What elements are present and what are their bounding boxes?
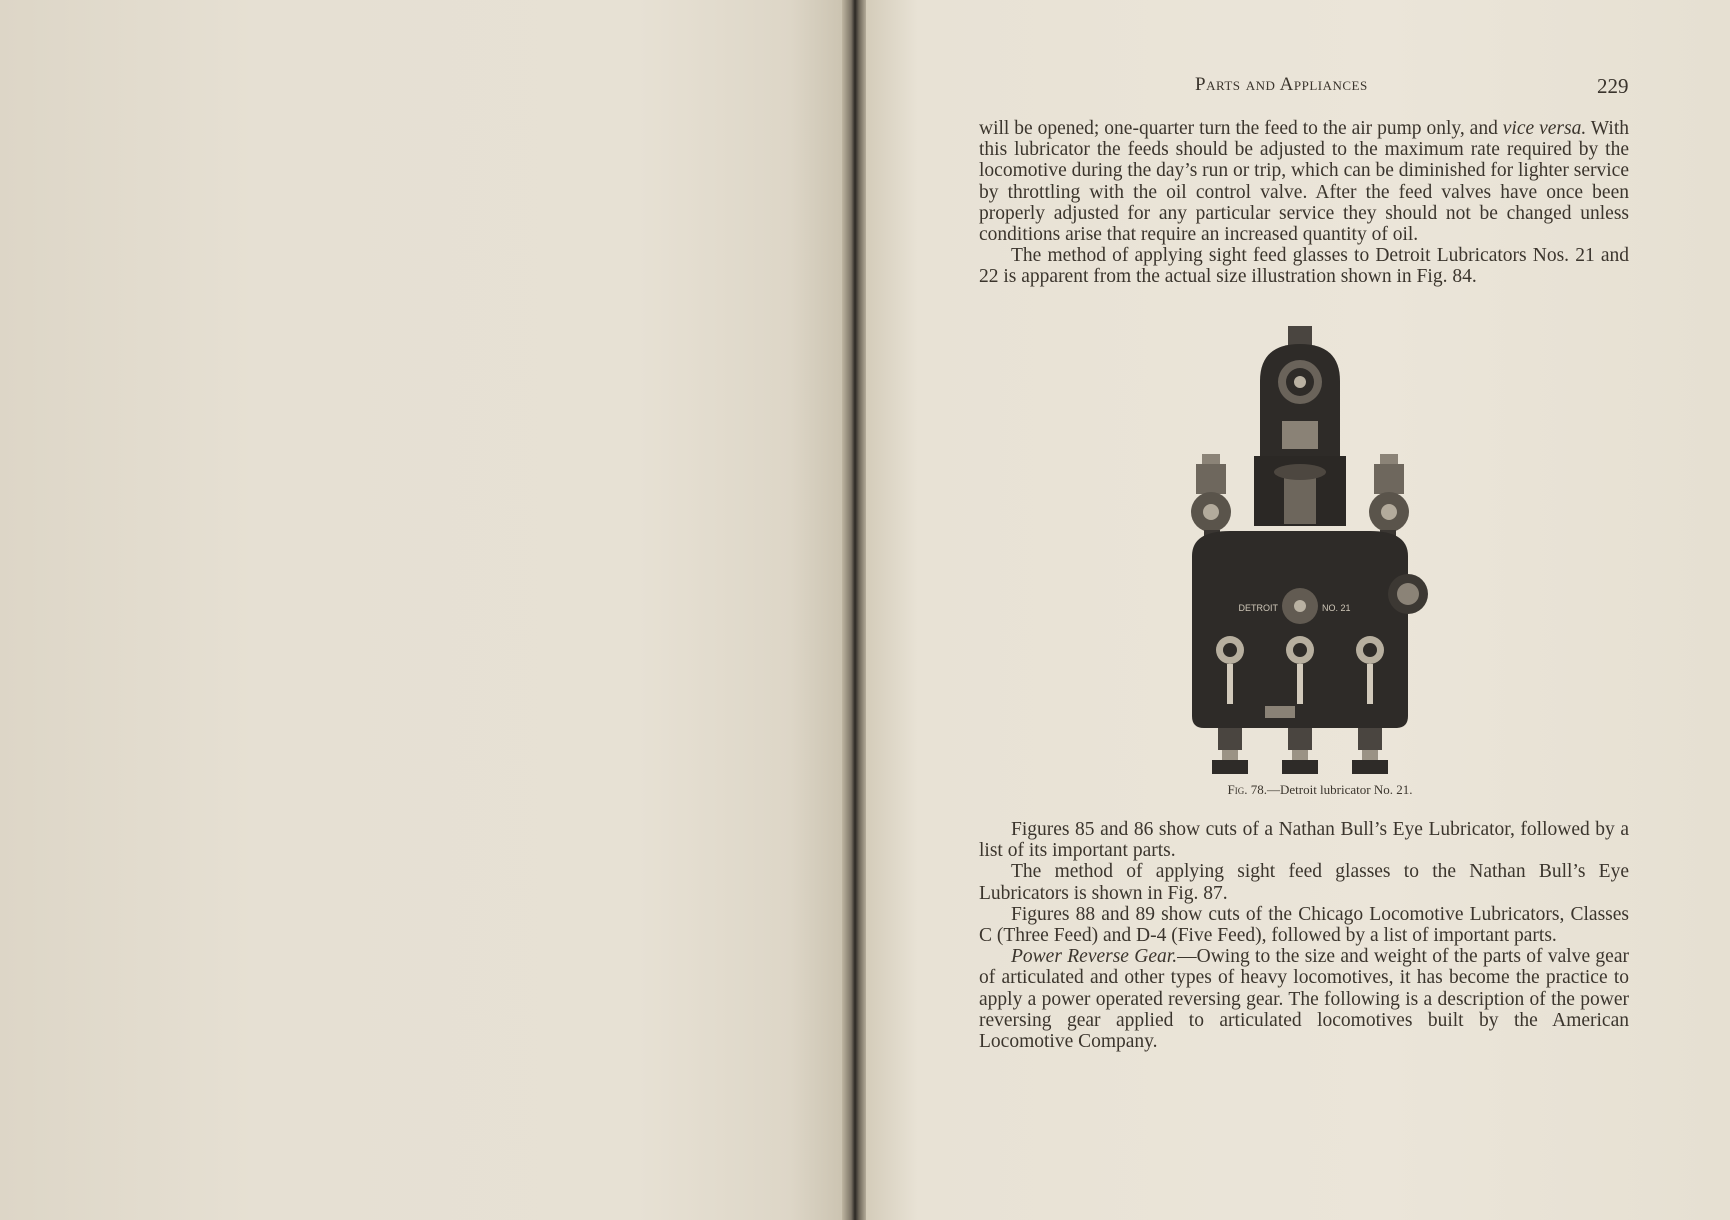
section-heading-power-reverse-gear: Power Reverse Gear. [1011, 946, 1178, 968]
paragraph-1-b: With this lubricator the feeds should be adjusted to the maximum rate required by the locomotive during the day’s run or trip, which can be diminished for lighter service by throttling with the oil control valve. After the feed valves have once been properly adjusted for any particular service they should not be changed unless conditions arise that require an increased quantity of oil. [979, 118, 1630, 246]
body-label-right: NO. 21 [1322, 603, 1351, 613]
paragraph-2: The method of applying sight feed glasses to Detroit Lubricators Nos. 21 and 22 is apparent from the actual size illustration shown in Fig. 84. [979, 245, 1629, 288]
page-number: 229 [1597, 74, 1629, 98]
figure-caption-text: —Detroit lubricator No. 21. [1266, 782, 1413, 797]
lubricator-illustration [1170, 326, 1430, 780]
paragraph-6 [979, 946, 1629, 1052]
paragraph-6-text: —Owing to the size and weight of the parts of valve gear of articulated and other types of heavy locomotives, it has become the practice to apply a power operated reversing gear. The following is a description of the power reversing gear applied to articulated locomotives built by the American Locomotive Company. [979, 946, 1629, 1053]
paragraph-1-italic: vice versa. [1502, 118, 1587, 139]
paragraph-4: The method of applying sight feed glasses to the Nathan Bull’s Eye Lubricators is shown in Fig. 87. [979, 861, 1629, 904]
paragraph-1-a: will be opened; one-quarter turn the feed to the air pump only, and [979, 118, 1503, 139]
book-gutter [842, 0, 868, 1220]
body-label-left: DETROIT [1238, 603, 1278, 613]
paragraph-3: Figures 85 and 86 show cuts of a Nathan Bull’s Eye Lubricator, followed by a list of its important parts. [979, 819, 1629, 862]
running-title: Parts and Appliances [1195, 74, 1368, 95]
paragraph-5: Figures 88 and 89 show cuts of the Chicago Locomotive Lubricators, Classes C (Three Feed) and D-4 (Five Feed), followed by a list of important parts. [979, 903, 1629, 947]
figure-caption-label: Fig. 78. [1227, 782, 1267, 797]
paragraph-1 [979, 118, 1629, 245]
text-block-bottom [979, 819, 1629, 1052]
text-block-top [979, 118, 1629, 288]
figure-caption [1100, 782, 1540, 798]
left-page-blank [0, 0, 850, 1220]
